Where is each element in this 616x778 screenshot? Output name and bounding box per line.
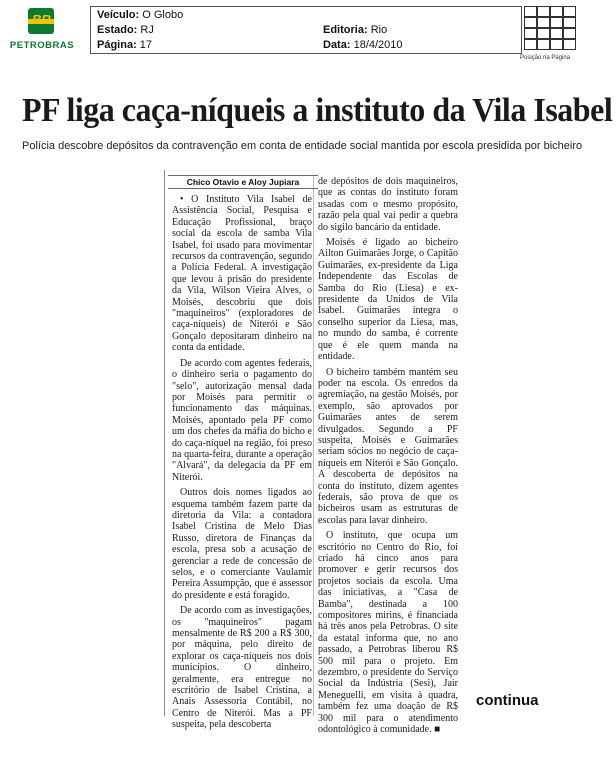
grid-cell bbox=[550, 39, 563, 50]
article-column-1 bbox=[172, 194, 312, 735]
petrobras-logo-icon bbox=[28, 8, 54, 34]
estado-row bbox=[97, 24, 154, 36]
data-value: 18/4/2010 bbox=[353, 39, 403, 51]
column-divider-middle bbox=[313, 176, 314, 716]
article-subtitle: Polícia descobre depósitos da contravenção em conta de entidade social mantida por escola presidida por bicheiro bbox=[22, 140, 583, 152]
article-column-2 bbox=[318, 176, 458, 740]
grid-cell bbox=[524, 39, 537, 50]
grid-cell bbox=[563, 28, 576, 39]
pagina-value: 17 bbox=[139, 39, 153, 51]
paragraph: de depósitos de dois maquineiros, que as contas do instituto foram usadas com o mesmo propósito, razão pela qual vai pedir a quebra do sigilo bancário da entidade. bbox=[318, 176, 458, 233]
grid-cell bbox=[550, 28, 563, 39]
logo-name: PETROBRAS bbox=[9, 40, 75, 51]
paragraph: Outros dois nomes ligados ao esquema também fazem parte da diretoria da Vila: a contadora Isabel Cristina de Melo Dias Russo, diretora de Finanças da escola, presa sob a acusação de gerenciar a rede de concessão de selos, e o comerciante Vaulamir Pereira Assumpção, que é assessor do presidente e está foragido. bbox=[172, 487, 312, 601]
estado-value: RJ bbox=[140, 24, 154, 36]
page-position-grid bbox=[524, 6, 580, 54]
editoria-row bbox=[323, 24, 387, 36]
grid-caption: Posição na Página bbox=[520, 55, 571, 61]
veiculo-label: Veículo: bbox=[97, 9, 140, 21]
grid-cell bbox=[524, 28, 537, 39]
article-headline: PF liga caça-níqueis a instituto da Vila Isabel bbox=[22, 92, 613, 129]
grid-cell bbox=[550, 6, 563, 17]
estado-label: Estado: bbox=[97, 24, 138, 36]
byline: Chico Otavio e Aloy Jupiara bbox=[168, 175, 318, 189]
pagina-row bbox=[97, 39, 152, 51]
paragraph: O instituto, que ocupa um escritório no Centro do Rio, foi criado há cinco anos para promover e gerir recursos dos projetos sociais da escola. Uma das iniciativas, a "Casa de Bamba", destinada a 100 compositores mirins, é financiada há três anos pela Petrobras. O site da estatal informa que, no ano passado, a Petrobras liberou R$ 500 mil para o projeto. Em dezembro, o presidente do Serviço Social da Indústria (Sesi), Jair Meneguelli, em visita à quadra, também fez uma doação de R$ 300 mil para o atendimento odontológico à comunidade. ■ bbox=[318, 530, 458, 736]
grid-cell bbox=[550, 17, 563, 28]
paragraph: O bicheiro também mantém seu poder na escola. Os enredos da agremiação, na gestão Moisés, por exemplo, são aprovados por Guimarães antes de serem divulgados. Segundo a PF suspeita, Moisés e Guimarães seriam sócios no negócio de caça-níqueis em Niterói e São Gonçalo. A descoberta de depósitos na conta do instituto, dizem agentes federais, são prova de que os bicheiros usam as estruturas de escolas para lavar dinheiro. bbox=[318, 366, 458, 526]
data-row bbox=[323, 39, 403, 51]
paragraph: De acordo com agentes federais, o dinheiro seria o pagamento do "selo", autorização mensal dada por Moisés para permitir o funcionamento das máquinas. Moisés, apontado pela PF como um dos chefes da máfia do bicho e do caça-níquel na região, foi preso na quarta-feira, durante a operação "Alvará", da delegacia da PF em Niterói. bbox=[172, 357, 312, 483]
editoria-value: Rio bbox=[370, 24, 388, 36]
grid-cell bbox=[563, 6, 576, 17]
column-divider-left bbox=[164, 170, 165, 716]
petrobras-logo bbox=[6, 8, 78, 56]
paragraph: De acordo com as investigações, os "maquineiros" pagam mensalmente de R$ 200 a R$ 300, por máquina, pelo direito de explorar os caça-níqueis nos dois municípios. O dinheiro, geralmente, era entregue no escritório de Isabel Cristina, a Anais Assessoria Contábil, no Centro de Niterói. Mas a PF suspeita, pela descoberta bbox=[172, 605, 312, 731]
grid-cell bbox=[563, 39, 576, 50]
continua-label: continua bbox=[476, 692, 539, 709]
grid-cell bbox=[563, 17, 576, 28]
data-label: Data: bbox=[323, 39, 351, 51]
grid-cell bbox=[524, 17, 537, 28]
grid-cell bbox=[537, 39, 550, 50]
grid-cell bbox=[537, 6, 550, 17]
grid-cell bbox=[537, 28, 550, 39]
veiculo-row bbox=[97, 9, 183, 21]
pagina-label: Página: bbox=[97, 39, 137, 51]
veiculo-value: O Globo bbox=[142, 9, 184, 21]
grid-cell bbox=[524, 6, 537, 17]
logo-mark-text: BR bbox=[32, 12, 51, 27]
editoria-label: Editoria: bbox=[323, 24, 368, 36]
paragraph: Moisés é ligado ao bicheiro Ailton Guimarães Jorge, o Capitão Guimarães, ex-presidente da Liga Independente das Escolas de Samba do Rio (Liesa) e ex-presidente da Unidos de Vila Isabel. Guimarães integra o conselho superior da Liesa, mas, no mundo do samba, é corrente que é ele quem manda na entidade. bbox=[318, 237, 458, 363]
grid-cell bbox=[537, 17, 550, 28]
clipping-metadata bbox=[90, 6, 522, 54]
paragraph: • O Instituto Vila Isabel de Assistência Social, Pesquisa e Educação Profissional, braço social da escola de samba Vila Isabel, foi usado para movimentar recursos da contravenção, segundo a Polícia Federal. A investigação que levou à prisão do presidente da Vila, Wilson Vieira Alves, o Moisés, descobriu que dois "maquineiros" (exploradores de caça-níqueis) de Niterói e São Gonçalo depositaram dinheiro na conta da entidade. bbox=[172, 194, 312, 354]
